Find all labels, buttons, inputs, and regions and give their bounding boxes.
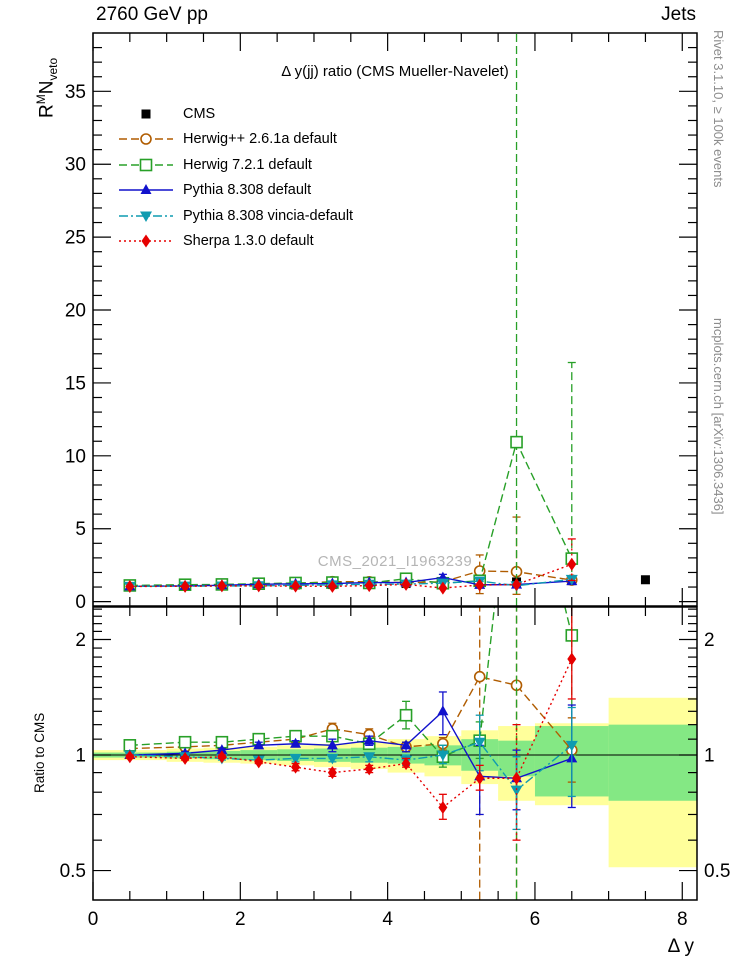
- legend-label: CMS: [183, 105, 216, 122]
- watermark-analysis-id: CMS_2021_I1963239: [317, 553, 473, 570]
- svg-text:8: 8: [676, 909, 688, 930]
- svg-text:2: 2: [235, 909, 246, 930]
- series-pythia-8-308-default: [124, 572, 577, 591]
- svg-text:1: 1: [75, 745, 86, 767]
- svg-text:1: 1: [704, 745, 715, 767]
- svg-text:5: 5: [75, 519, 86, 541]
- svg-text:35: 35: [64, 81, 86, 103]
- legend-label: Pythia 8.308 vincia-default: [183, 207, 354, 224]
- svg-text:0.5: 0.5: [704, 861, 731, 883]
- legend-marker-diamond: [118, 233, 174, 249]
- legend-item-herwig-2-6-1a-default: [118, 127, 353, 153]
- svg-text:0: 0: [87, 909, 99, 930]
- legend-marker-circle-open: [118, 131, 174, 147]
- cms-uncertainty-bands: [93, 698, 697, 867]
- legend-item-pythia-8-308-default: [118, 178, 353, 204]
- svg-text:15: 15: [64, 373, 86, 395]
- svg-text:0: 0: [75, 592, 86, 614]
- series-herwig-7-2-1-default: [124, 401, 577, 900]
- svg-text:30: 30: [64, 154, 86, 176]
- legend-item-sherpa-1-3-0-default: [118, 229, 353, 255]
- legend-label: Sherpa 1.3.0 default: [183, 233, 314, 250]
- legend-marker-triangle-down: [118, 208, 174, 224]
- svg-text:0.5: 0.5: [59, 861, 86, 883]
- svg-text:2: 2: [75, 630, 86, 652]
- y-axis-title-ratio: Ratio to CMS: [32, 712, 47, 793]
- legend: [118, 101, 353, 254]
- series-sherpa-1-3-0-default: [125, 607, 576, 840]
- legend-item-herwig-7-2-1-default: [118, 152, 353, 178]
- plot-title: Δ y(jj) ratio (CMS Mueller-Navelet): [281, 63, 509, 80]
- band-green: [609, 725, 697, 801]
- legend-marker-square-open: [118, 157, 174, 173]
- legend-item-pythia-8-308-vincia-default: [118, 203, 353, 229]
- svg-text:20: 20: [64, 300, 86, 322]
- svg-text:25: 25: [64, 227, 86, 249]
- svg-text:6: 6: [529, 909, 541, 930]
- legend-label: Herwig 7.2.1 default: [183, 156, 312, 173]
- y-axis-title-main: $R^MN_{veto}$: [34, 57, 61, 118]
- analysis-group-label: Jets: [661, 4, 696, 25]
- legend-item-cms: [118, 101, 353, 127]
- legend-marker-triangle-up: [118, 182, 174, 198]
- legend-marker-square-filled: [118, 106, 174, 122]
- mcplots-reference-note: mcplots.cern.ch [arXiv:1306.3436]: [711, 318, 726, 515]
- legend-label: Herwig++ 2.6.1a default: [183, 131, 337, 148]
- svg-text:4: 4: [382, 909, 393, 930]
- svg-text:10: 10: [64, 446, 86, 468]
- legend-label: Pythia 8.308 default: [183, 182, 312, 199]
- svg-text:2: 2: [704, 630, 715, 652]
- beam-label: 2760 GeV pp: [96, 4, 208, 25]
- rivet-version-note: Rivet 3.1.10, ≥ 100k events: [711, 30, 726, 188]
- x-axis-title: Δ y: [667, 936, 694, 957]
